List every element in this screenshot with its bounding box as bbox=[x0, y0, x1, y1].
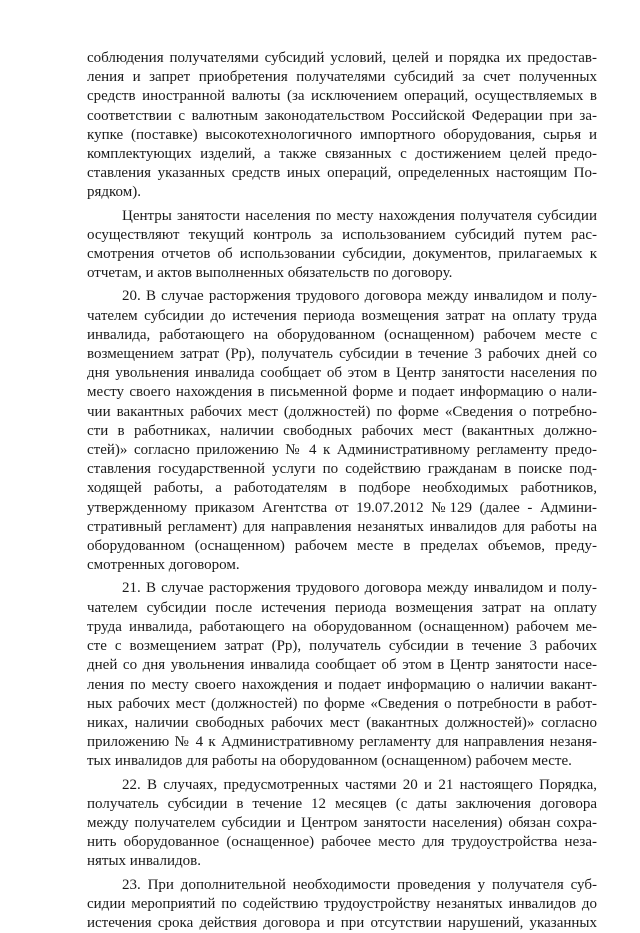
text-line: 21. В случае расторжения трудового договора между инвалидом и полу- bbox=[122, 580, 597, 597]
text-line: инвалида, работающего на оборудованном (оснащенном) рабочем месте с bbox=[87, 326, 597, 343]
text-line: нить оборудованное (оснащенное) рабочее место для трудоустройства неза- bbox=[87, 834, 597, 851]
text-line: стей)» согласно приложению № 4 к Административному регламенту предо- bbox=[87, 442, 597, 459]
text-line: утвержденному приказом Агентства от 19.07.2012 №129 (далее - Админи- bbox=[87, 499, 597, 516]
text-line: между получателем субсидии и Центром занятости населения) обязан сохра- bbox=[87, 814, 597, 831]
text-line: смотренных договором. bbox=[87, 557, 240, 574]
paragraph-employment-centers-control bbox=[87, 207, 597, 284]
text-line: чателем субсидии до истечения периода возмещения затрат на оплату труда bbox=[87, 307, 597, 324]
text-line: рядком). bbox=[87, 184, 142, 201]
text-line: дня увольнения инвалида сообщает об этом в Центр занятости населения по bbox=[87, 365, 597, 382]
text-line: возмещением затрат (Рр), получатель субсидии в течение 3 рабочих дней со bbox=[87, 346, 597, 363]
text-line: смотрения отчетов об использовании субсидии, документов, прилагаемых к bbox=[87, 246, 597, 263]
paragraph-clause-20 bbox=[87, 287, 597, 575]
text-line: ставления указанных средств иных операций, определенных настоящим По- bbox=[87, 165, 597, 182]
paragraph-clause-23 bbox=[87, 876, 597, 933]
text-line: дней со дня увольнения инвалида сообщает об этом в Центр занятости насе- bbox=[87, 657, 597, 674]
text-line: сти в работниках, наличии свободных рабочих мест (вакантных должно- bbox=[87, 422, 597, 439]
text-line: чателем субсидии после истечения периода возмещения затрат на оплату bbox=[87, 599, 597, 616]
text-line: оборудованном (оснащенном) рабочем месте в пределах объемов, преду- bbox=[87, 538, 597, 555]
text-line: сидии мероприятий по содействию трудоустройству незанятых инвалидов до bbox=[87, 895, 597, 912]
text-line: ных рабочих мест (должностей) по форме «Сведения о потребности в работ- bbox=[87, 695, 597, 712]
text-line: 20. В случае расторжения трудового договора между инвалидом и полу- bbox=[122, 288, 597, 305]
document-body bbox=[87, 49, 597, 933]
text-line: истечения срока действия договора и при отсутствии нарушений, указанных bbox=[87, 914, 597, 931]
text-line: сте с возмещением затрат (Рр), получатель субсидии в течение 3 рабочих bbox=[87, 638, 597, 655]
text-line: Центры занятости населения по месту нахождения получателя субсидии bbox=[122, 207, 597, 224]
text-line: средств иностранной валюты (за исключением операций, осуществляемых в bbox=[87, 88, 597, 105]
text-line: отчетам, и актов выполненных обязательств по договору. bbox=[87, 265, 453, 282]
text-line: соблюдения получателями субсидий условий, целей и порядка их предостав- bbox=[87, 50, 597, 66]
text-line: 22. В случаях, предусмотренных частями 20 и 21 настоящего Порядка, bbox=[122, 776, 597, 793]
text-line: ходящей работы, а работодателям в подборе необходимых работников, bbox=[87, 480, 597, 497]
text-line: приложению № 4 к Административному регламенту для направления незаня- bbox=[87, 734, 597, 751]
paragraph-clause-21 bbox=[87, 579, 597, 771]
paragraph-funds-usage-restrictions bbox=[87, 49, 597, 203]
text-line: никах, наличии свободных рабочих мест (вакантных должностей)» согласно bbox=[87, 714, 597, 731]
text-line: ления по месту своего нахождения и подает информацию о наличии вакант- bbox=[87, 676, 597, 693]
text-line: купке (поставке) высокотехнологичного импортного оборудования, сырья и bbox=[87, 126, 597, 143]
text-line: 23. При дополнительной необходимости проведения у получателя суб- bbox=[122, 876, 597, 893]
text-line: осуществляют текущий контроль за использованием субсидий путем рас- bbox=[87, 226, 597, 243]
text-line: тых инвалидов для работы на оборудованном (оснащенном) рабочем месте. bbox=[87, 753, 572, 770]
text-line: нятых инвалидов. bbox=[87, 853, 202, 870]
text-line: месту своего нахождения в письменной форме и подает информацию о нали- bbox=[87, 384, 597, 401]
text-line: соответствии с валютным законодательством Российской Федерации при за- bbox=[87, 107, 597, 124]
text-line: стративный регламент) для направления незанятых инвалидов для работы на bbox=[87, 518, 597, 535]
text-line: труда инвалида, работающего на оборудованном (оснащенном) рабочем ме- bbox=[87, 618, 597, 635]
text-line: ставления государственной услуги по содействию гражданам в поиске под- bbox=[87, 461, 597, 478]
text-line: получатель субсидии в течение 12 месяцев (с даты заключения договора bbox=[87, 795, 597, 812]
paragraph-clause-22 bbox=[87, 776, 597, 872]
text-line: чии вакантных рабочих мест (должностей) по форме «Сведения о потребно- bbox=[87, 403, 597, 420]
text-line: комплектующих изделий, а также связанных с достижением целей предо- bbox=[87, 146, 597, 163]
text-line: ления и запрет приобретения получателями субсидий за счет полученных bbox=[87, 69, 597, 86]
